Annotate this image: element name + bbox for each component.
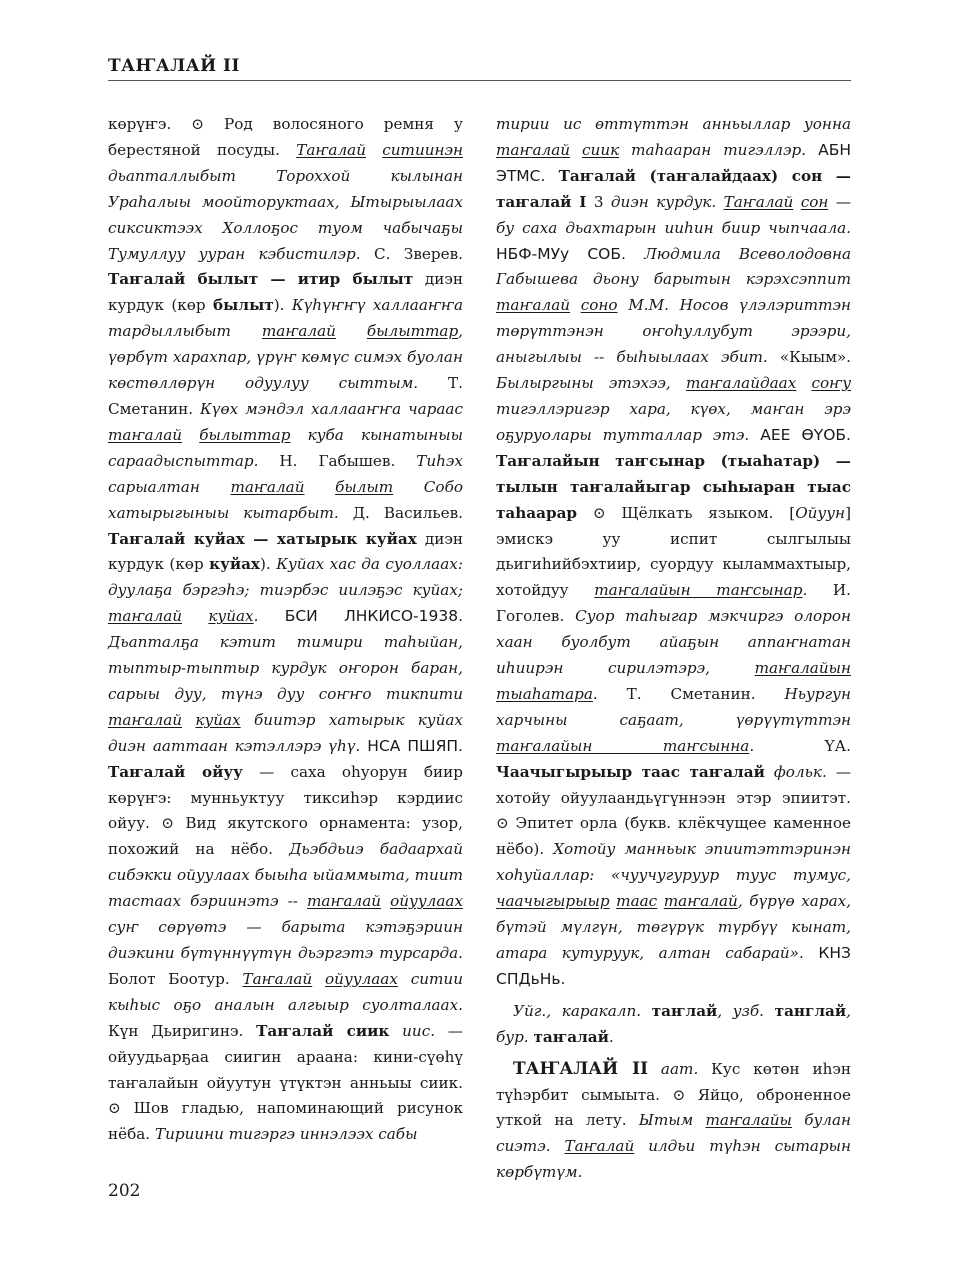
page-header-title: ТАҤАЛАЙ II bbox=[108, 56, 240, 76]
circle-dot-icon: ⊙ bbox=[171, 115, 225, 133]
right-column bbox=[496, 112, 851, 1186]
cognates: Уйг., каракалп. таҥлай, узб. танглай, бур. таҥалай. bbox=[496, 1001, 851, 1046]
circle-dot-icon: ⊙ bbox=[660, 1085, 698, 1104]
page-number: 202 bbox=[108, 1181, 141, 1201]
circle-dot-icon: ⊙ bbox=[149, 814, 186, 833]
header-rule bbox=[108, 80, 851, 81]
entry-text: тирии ис өттүттэн анньыллар уонна таҥалай сиик таһааран тигэллэр. АБН ЭТМС. Таҥалай (таҥалайдаах) сон — таҥалай I 3 диэн курдук. Таҥалай сон — бу саха дьахтарын ииһин биир чыпчаала. НБФ-МУу СОБ. Людмила Всеволодовна Габышева дьону барытын кэрэхсэппит таҥалай соно М.М. Носов үлэлэриттэн төрүттэнэн оҥоһуллубут эрээри, аныгылыы -- быһыылаах эбит. «Кыым». Былыргыны этэхээ, таҥалайдаах соҥу тигэллэригэр хара, күөх, маҥан эрэ оҕуруолары тутталлар этэ. АЕЕ ӨҮОБ. Таҥалайын таҥсынар (тыаһатар) — тылын таҥалайыгар сыһыаран тыас таһаарар ⊙ Щёлкать языком. [Ойуун] эмискэ уу испит сылгылыы дьигиһийбэхтиир, суордуу кыламмахтыыр, хотойдуу таҥалайын таҥсынар. И. Гоголев. Суор таһыгар мэкчиргэ олорон хаан буолбут айаҕын аппаҥнатан иһиирэн сирилэтэрэ, таҥалайын тыаһатара. Т. Сметанин. Ньургун харчыны саҕаат, үөрүүтүттэн таҥалайын таҥсынна. ҮА. Чаачыгырыыр таас таҥалай фольк. — хотойу ойуулаандьүгүннээн этэр эпиитэт. ⊙ Эпитет орла (букв. клёкчущее каменное нёбо). Хотойу манньык эпиитэттэринэн хоһуйаллар: «чуучугуруур туус тумус, чаачыгырыыр таас таҥалай, бүрүө харах, бүтэй мүлгүн, төгүрүк түрбүү кынат, атара кутуруук, алтан сабарай». КНЗ СПДьНь. bbox=[496, 115, 852, 988]
circle-dot-icon: ⊙ bbox=[577, 503, 622, 522]
left-column bbox=[108, 112, 463, 1148]
circle-dot-icon: ⊙ bbox=[496, 814, 516, 833]
entry-text: көрүҥэ. ⊙ Род волосяного ремня у берестяной посуды. Таҥалай ситиинэн дьапталлыбыт Тороххой кылынан Ураһалыы моойторуктаах, Ытырыылаах сиксиктээх Холлоҕос туом чабычаҕы Тумуллуу ууран кэбистилэр. С. Зверев. Таҥалай былыт — итир былыт диэн курдук (көр былыт). Күһүҥҥү халлааҥҥа тардыллыбыт таҥалай былыттар, үөрбүт харахпар, үрүҥ көмүс симэх буолан көстөллөрүн одуулуу сыттым. Т. Сметанин. Күөх мэндэл халлааҥҥа чараас таҥалай былыттар куба кынатыныы сараадыспыттар. Н. Габышев. Тиһэх сарыалтан таҥалай былыт Собо хатырыгыныы кытарбыт. Д. Васильев. Таҥалай куйах — хатырык куйах диэн курдук (көр куйах). Куйах хас да суоллаах: дуулаҕа бэргэһэ; тиэрбэс иилэҕэс куйах; таҥалай куйах. БСИ ЛНКИСО-1938. Дьапталҕа кэтит тимири таһыйан, тыптыр-тыптыр курдук оҥорон баран, сарыы дуу, түнэ дуу соҥҥо тикпити таҥалай куйах биитэр хатырык куйах диэн ааттаан кэтэллэрэ үһү. НСА ПШЯП. Таҥалай ойуу — саха оһуорун биир көрүҥэ: мунньуктуу тиксиһэр кэрдиис ойуу. ⊙ Вид якутского орнамента: узор, похожий на нёбо. Дьэбдьиэ бадаархай сибэкки ойуулаах быыһа ыйаммыта, тиит тастаах бэриинэтэ -- таҥалай ойуулаах суҥ сөрүөтэ — барыта кэтэҕэриин диэкини бүтүннүүтүн дьэргэтэ турсарда. Болот Боотур. Таҥалай ойуулаах ситии кыһыс оҕо аналын алгыыр суолталаах. Күн Дьиригинэ. Таҥалай сиик иис. — ойуудьарҕаа сиигин араана: кини-сүөһү таҥалайын ойуутун үтүктэн анньыы сиик. ⊙ Шов гладью, напоминающий рисунок нёба. Тириини тигэргэ иннэлээх сабы bbox=[108, 115, 464, 1144]
circle-dot-icon: ⊙ bbox=[108, 1099, 134, 1118]
entry-tangalay-ii: ТАҤАЛАЙ II аат. Кус көтөн иһэн түһэрбит сымыыта. ⊙ Яйцо, оброненное уткой на лету. Ытым таҥалайы булан сиэтэ. Таҥалай илдьи түһэн сытарын көрбүтүм. bbox=[496, 1058, 852, 1182]
